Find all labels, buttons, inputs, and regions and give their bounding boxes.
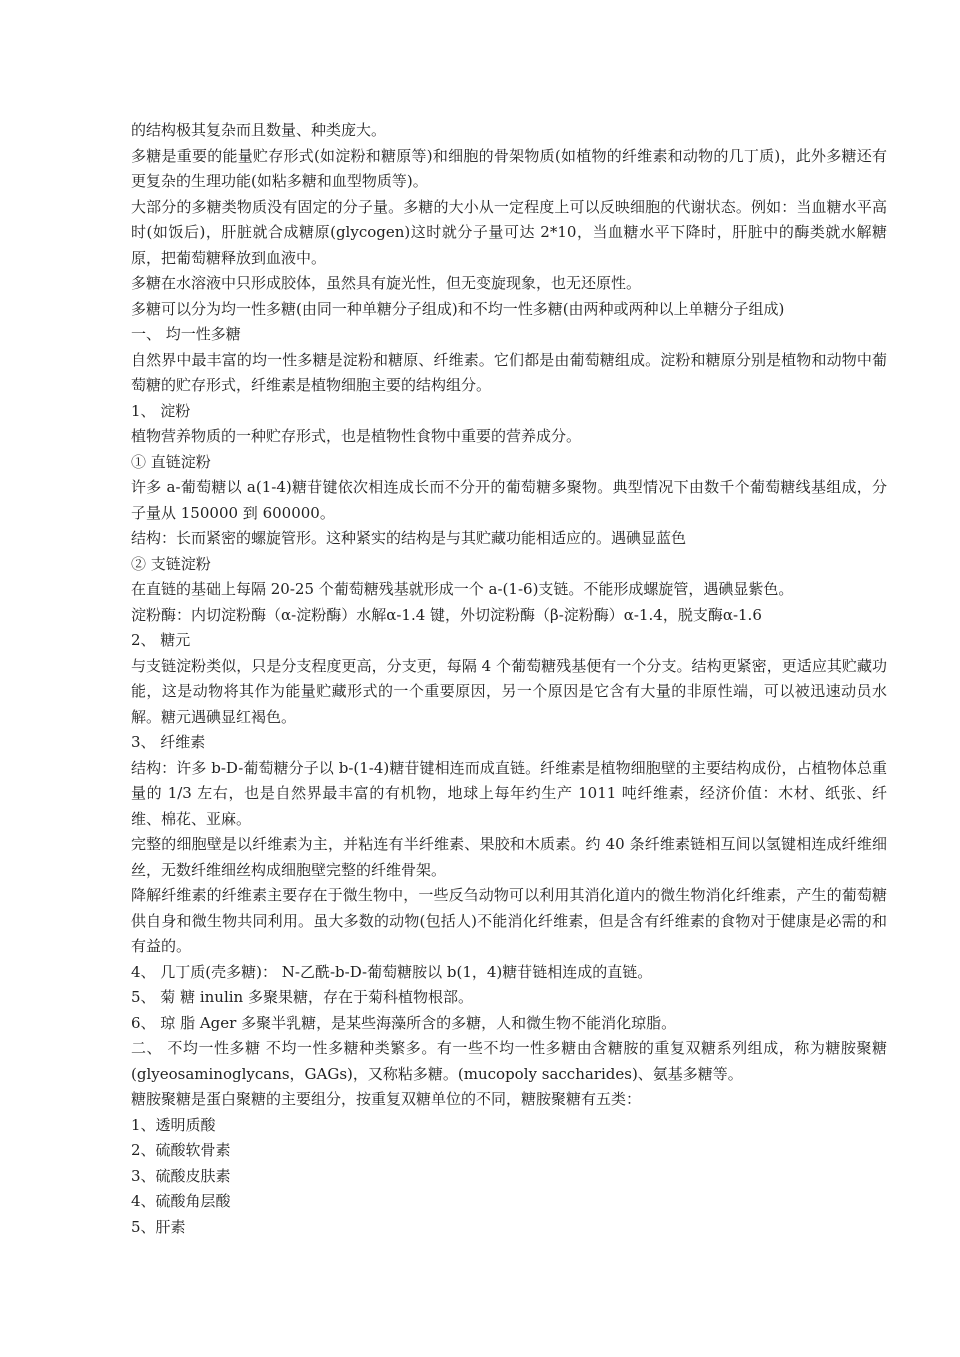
paragraph: 糖胺聚糖是蛋白聚糖的主要组分，按重复双糖单位的不同，糖胺聚糖有五类： bbox=[131, 1090, 642, 1108]
list-item: 2、硫酸软骨素 bbox=[131, 1141, 231, 1159]
paragraph: 多糖可以分为均一性多糖(由同一种单糖分子组成)和不均一性多糖(由两种或两种以上单糖分子组成) bbox=[131, 299, 785, 318]
subsection-heading: 2、 糖元 bbox=[131, 631, 191, 649]
subsection-heading: ① 直链淀粉 bbox=[131, 452, 211, 471]
paragraph: 4、 几丁质(壳多糖)： N-乙酰-b-D-葡萄糖胺以 b(1，4)糖苷链相连成的直链。 bbox=[131, 962, 653, 981]
paragraph: 大部分的多糖类物质没有固定的分子量。多糖的大小从一定程度上可以反映细胞的代谢状态。例如：当血糖水平高时(如饭后)，肝脏就合成糖原(glycogen)这时就分子量可达 2*10，当血糖水平下降时，肝脏中的酶类就水解糖原，把葡萄糖释放到血液中。 bbox=[131, 197, 887, 267]
list-item: 3、硫酸皮肤素 bbox=[131, 1166, 231, 1185]
paragraph: 6、 琼 脂 Ager 多聚半乳糖，是某些海藻所含的多糖，人和微生物不能消化琼脂。 bbox=[131, 1013, 677, 1032]
list-item: 4、硫酸角层酸 bbox=[131, 1192, 231, 1210]
paragraph: 在直链的基础上每隔 20-25 个葡萄糖残基就形成一个 a-(1-6)支链。不能形成螺旋管，遇碘显紫色。 bbox=[131, 580, 794, 598]
paragraph: 完整的细胞壁是以纤维素为主，并粘连有半纤维素、果胶和木质素。约 40 条纤维素链相互间以氢键相连成纤维细丝，无数纤维细丝构成细胞壁完整的纤维骨架。 bbox=[131, 835, 887, 879]
paragraph: 的结构极其复杂而且数量、种类庞大。 bbox=[131, 121, 387, 139]
paragraph: 结构：长而紧密的螺旋管形。这种紧实的结构是与其贮藏功能相适应的。遇碘显蓝色 bbox=[131, 529, 687, 547]
paragraph: 多糖在水溶液中只形成胶体，虽然具有旋光性，但无变旋现象，也无还原性。 bbox=[131, 274, 642, 292]
paragraph: 结构：许多 b-D-葡萄糖分子以 b-(1-4)糖苷键相连而成直链。纤维素是植物细胞壁的主要结构成份，占植物体总重量的 1/3 左右，也是自然界最丰富的有机物，地球上每年约生产 1011 吨纤维素，经济价值：木材、纸张、纤维、棉花、亚麻。 bbox=[131, 758, 887, 828]
document-body bbox=[131, 118, 887, 1240]
subsection-heading: 3、 纤维素 bbox=[131, 733, 206, 751]
list-item: 1、透明质酸 bbox=[131, 1115, 216, 1134]
paragraph: 自然界中最丰富的均一性多糖是淀粉和糖原、纤维素。它们都是由葡萄糖组成。淀粉和糖原分别是植物和动物中葡萄糖的贮存形式，纤维素是植物细胞主要的结构组分。 bbox=[131, 350, 887, 394]
subsection-heading: ② 支链淀粉 bbox=[131, 554, 211, 573]
subsection-heading: 1、 淀粉 bbox=[131, 401, 191, 420]
paragraph: 降解纤维素的纤维素主要存在于微生物中，一些反刍动物可以利用其消化道内的微生物消化纤维素，产生的葡萄糖供自身和微生物共同利用。虽大多数的动物(包括人)不能消化纤维素，但是含有纤维素的食物对于健康是必需的和有益的。 bbox=[131, 886, 887, 955]
list-item: 5、肝素 bbox=[131, 1217, 186, 1236]
paragraph: 5、 菊 糖 inulin 多聚果糖，存在于菊科植物根部。 bbox=[131, 988, 473, 1006]
paragraph: 与支链淀粉类似，只是分支程度更高，分支更，每隔 4 个葡萄糖残基便有一个分支。结构更紧密，更适应其贮藏功能，这是动物将其作为能量贮藏形式的一个重要原因，另一个原因是它含有大量的非原性端，可以被迅速动员水解。糖元遇碘显红褐色。 bbox=[131, 656, 887, 726]
paragraph: 许多 a-葡萄糖以 a(1-4)糖苷键依次相连成长而不分开的葡萄糖多聚物。典型情况下由数千个葡萄糖线基组成，分子量从 150000 到 600000。 bbox=[131, 478, 887, 522]
paragraph: 植物营养物质的一种贮存形式，也是植物性食物中重要的营养成分。 bbox=[131, 427, 582, 445]
section-heading: 二、 不均一性多糖 不均一性多糖种类繁多。有一些不均一性多糖由含糖胺的重复双糖系列组成，称为糖胺聚糖(glyeosaminoglycans，GAGs)，又称粘多糖。(mucopoly saccharides)、氨基多糖等。 bbox=[131, 1039, 887, 1083]
paragraph: 多糖是重要的能量贮存形式(如淀粉和糖原等)和细胞的骨架物质(如植物的纤维素和动物的几丁质)，此外多糖还有更复杂的生理功能(如粘多糖和血型物质等)。 bbox=[131, 146, 887, 190]
section-heading: 一、 均一性多糖 bbox=[131, 325, 241, 343]
paragraph: 淀粉酶：内切淀粉酶（α-淀粉酶）水解α-1.4 键，外切淀粉酶（β-淀粉酶）α-1.4，脱支酶α-1.6 bbox=[131, 605, 762, 624]
